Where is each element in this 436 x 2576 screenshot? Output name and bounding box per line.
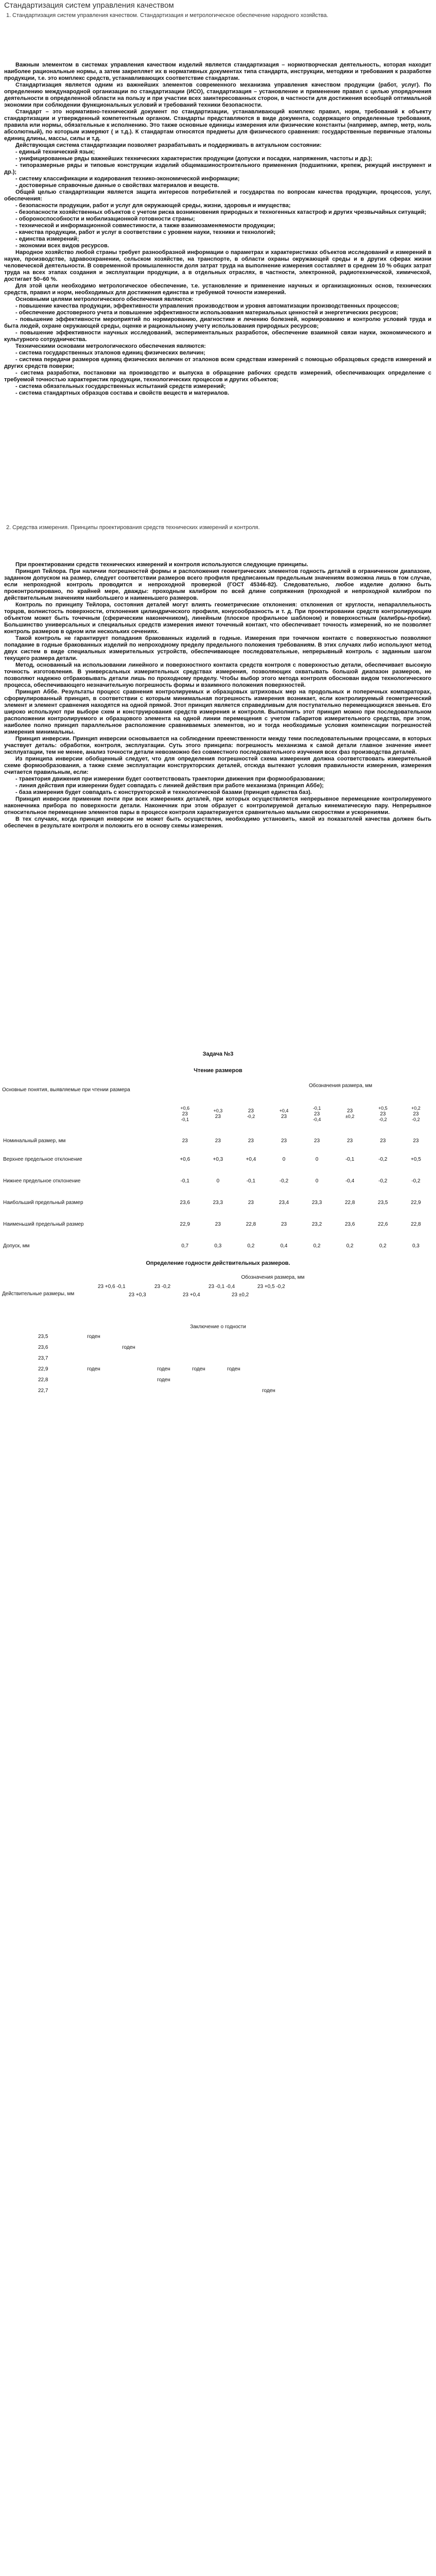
fitness-notation: 23 ±0,2: [232, 1292, 249, 1298]
table-cell: -0,1: [345, 1156, 355, 1162]
principles-paragraph: Принцип Аббе. Результаты процесс сравнения контролируемых и образцовых штриховых мер на продольных и поперечных компараторах, сформулированный принцип, в соответствии с которым минимальная погрешность измерения возникает, если контролируемый геометрический элемент и элемент сравнения находятся на одной прямой. Этот принцип является справедливым для поступательно перемещающихся звеньев. Его широко используют при выборе схем и конструирования средств измерения и контроля. Выполнить этот принцип можно при последовательном расположении контролируемого и образцового элемента на одной линии перемещения с учетом габаритов измерительного средства, при этом, наиболее полно принцип параллельное расположение сравниваемых элементов, но и тогда необходимые условия компенсации погрешностей измерения минимальны.: [4, 689, 431, 735]
table-cell: -0,1: [246, 1178, 256, 1184]
table-cell: 22,8: [344, 1199, 355, 1206]
row-label: Нижнее предельное отклонение: [3, 1178, 81, 1184]
conclusion-cell: [76, 1353, 111, 1364]
table-row: [36, 1385, 321, 1396]
standardization-paragraph: - унифицированные ряды важнейших технических характеристик продукции (допуски и посадки, напряжения, частоты и др.);: [15, 156, 373, 162]
conclusion-cell: годен: [157, 1366, 170, 1372]
table-cell: 22,8: [411, 1221, 421, 1227]
list-item-number: 1.: [6, 12, 11, 19]
conclusion-cell: годен: [227, 1366, 240, 1372]
table-cell: 0,7: [181, 1243, 189, 1249]
conclusion-cell: [216, 1385, 251, 1396]
size-notation: [280, 1108, 289, 1120]
standardization-paragraph: - типоразмерные ряды и типовые конструкции изделий общемашиностроительного применения (подшипники, крепеж, режущий инструмент и др.);: [4, 162, 431, 175]
standardization-paragraph: - система государственных эталонов единиц физических величин;: [15, 350, 205, 356]
standardization-paragraph: Важным элементом в системах управления качеством изделий является стандартизация – нормотворческая деятельность, которая находит наиболее рациональные нормы, а затем закрепляет их в нормативных документах типа стандарта, инструкции, методики и требования к разработке продукции, т.е. это комплекс средств, устанавливающих соответствие стандартам.: [4, 62, 431, 81]
notation-base: 23: [248, 1108, 254, 1114]
conclusion-cell: [251, 1375, 286, 1385]
table-cell: 23: [281, 1221, 287, 1227]
actual-size: 23,5: [38, 1334, 48, 1340]
principles-paragraph: - линия действия при измерении будет совпадать с линией действия при работе механизма (принцип Аббе);: [15, 783, 324, 789]
size-notation: [247, 1108, 255, 1120]
notation-base: 23: [281, 1114, 287, 1120]
table-cell: 23,5: [378, 1199, 388, 1206]
actual-size: 22,8: [38, 1377, 48, 1383]
standardization-paragraph: - повышение эффективности научных исследований, экспериментальных разработок, обеспечение взаимной связи науки, экономического и культурного сотрудничества.: [4, 330, 431, 343]
table-cell: -0,2: [378, 1156, 388, 1162]
conclusion-cell: [111, 1364, 146, 1375]
standardization-paragraph: Общей целью стандартизации является защита интересов потребителей и государства по вопросам качества продукции, процессов, услуг, обеспечения:: [4, 189, 431, 202]
table-cell: -0,2: [411, 1178, 421, 1184]
standardization-paragraph: - система разработки, постановки на производство и выпуска в обращение рабочих средств измерений, обеспечивающих определение с требуемой точностью характеристик продукции, технологических процессов и других объектов;: [4, 370, 431, 383]
principles-paragraph: При проектировании средств технических измерений и контроля используются следующие принципы.: [15, 562, 308, 568]
table-cell: 0,2: [313, 1243, 321, 1249]
list-item-number: 2.: [6, 524, 11, 531]
section-standardization-text: [4, 62, 431, 397]
table-cell: 0: [216, 1178, 220, 1184]
task-title: Задача №3: [202, 1051, 234, 1057]
fitness-notation: 23 +0,4: [183, 1292, 200, 1298]
standardization-paragraph: - технической и информационной совместимости, а также взаимозаменяемости продукции;: [15, 223, 275, 229]
standardization-paragraph: - безопасности продукции, работ и услуг для окружающей среды, жизни, здоровья и имущества;: [15, 202, 291, 209]
conclusion-cell: [181, 1331, 216, 1342]
table-row: [2, 1235, 432, 1257]
notation-lower: -0,1: [181, 1116, 189, 1122]
conclusion-cell: [146, 1342, 181, 1353]
fitness-notation: 23 +0,6 -0,1: [98, 1284, 126, 1290]
conclusion-cell: [251, 1364, 286, 1375]
conclusion-cell: [286, 1331, 321, 1342]
size-notation: [180, 1106, 189, 1123]
principles-paragraph: - база измерения будет совпадать с конструкторской и технологической базами (принцип единства баз).: [15, 789, 312, 795]
conclusion-cell: [146, 1385, 181, 1396]
table-cell: 23: [380, 1138, 386, 1144]
conclusion-cell: [76, 1385, 111, 1396]
row-label: Верхнее предельное отклонение: [3, 1156, 82, 1162]
standardization-paragraph: Стандартизация является одним из важнейших элементов современного механизма управления качеством продукции (работ, услуг). По определению международной организации по стандартизации (ИСО), стандартизация – установление и применение правил с целью упорядочения деятельности в определенной области на пользу и при участии всех заинтересованных сторон, в частности для достижения всеобщей оптимальной экономии при соблюдении функциональных условий и требований техники безопасности.: [4, 82, 431, 108]
table-cell: 23: [182, 1138, 188, 1144]
table-cell: 22,9: [411, 1199, 421, 1206]
table-cell: 23,4: [278, 1199, 289, 1206]
standardization-paragraph: - единства измерений;: [15, 236, 79, 242]
table-cell: 0,2: [379, 1243, 387, 1249]
conclusion-cell: [111, 1385, 146, 1396]
standardization-paragraph: - экономии всех видов ресурсов.: [15, 243, 109, 249]
size-notation: [378, 1106, 388, 1123]
conclusion-cell: [76, 1375, 111, 1385]
conclusion-cell: [146, 1331, 181, 1342]
conclusion-cell: годен: [87, 1366, 100, 1372]
table-cell: 23: [347, 1138, 353, 1144]
standardization-paragraph: - обороноспособности и мобилизационной готовности страны;: [15, 216, 195, 222]
standardization-paragraph: - система стандартных образцов состава и свойств веществ и материалов.: [15, 390, 230, 396]
table-cell: 23: [413, 1138, 419, 1144]
row-label: Допуск, мм: [3, 1243, 30, 1249]
table-row: [36, 1375, 321, 1385]
table-cell: 22,8: [246, 1221, 256, 1227]
standardization-paragraph: - безопасности хозяйственных объектов с учетом риска возникновения природных и техногенных катастроф и других чрезвычайных ситуаций;: [15, 209, 426, 215]
table-row: [36, 1353, 321, 1364]
table-cell: 0,3: [214, 1243, 222, 1249]
fitness-title: Определение годности действительных размеров.: [146, 1260, 290, 1266]
table-cell: 23: [281, 1138, 287, 1144]
conclusion-cell: [286, 1375, 321, 1385]
conclusion-cell: [111, 1331, 146, 1342]
conclusion-cell: [286, 1353, 321, 1364]
notation-upper: +0,5: [378, 1105, 388, 1111]
principles-paragraph: Контроль по принципу Тейлора, состояния деталей могут влиять геометрические отклонения: отклонения от круглости, непараллельность торцов, волнистость поверхности, отклонения цилиндрического профиля, конусообразность и т. д. При проектировании средств контролирующим объектом может быть точечным (сферическим наконечником), линейным (плоское профильное шаблоном) и поверхностным (калибры-пробки). Большинство универсальных и специальных средств измерения имеют точечный контакт, что обеспечивает точность измерений, но не позволяет контроль размеров в одном или нескольких сечениях.: [4, 602, 431, 635]
notation-lower: -0,2: [412, 1116, 420, 1122]
conclusion-cell: [216, 1331, 251, 1342]
standardization-paragraph: - повышение качества продукции, эффективности управления производством и уровня автоматизации производственных процессов;: [15, 303, 399, 309]
conclusion-table: [36, 1331, 321, 1396]
table-row: [2, 1213, 432, 1235]
standardization-paragraph: Действующая система стандартизации позволяет разрабатывать и поддерживать в актуальном состоянии:: [15, 142, 322, 148]
standardization-paragraph: - система обязательных государственных испытаний средств измерений;: [15, 383, 226, 389]
list-item-2: [6, 524, 432, 531]
conclusion-cell: [111, 1353, 146, 1364]
notation-upper: +0,6: [180, 1105, 190, 1111]
size-notation: [313, 1106, 321, 1123]
conclusion-cell: [216, 1342, 251, 1353]
table-cell: 23,6: [344, 1221, 355, 1227]
conclusion-cell: годен: [157, 1377, 170, 1383]
notation-base: 23: [215, 1114, 221, 1120]
row-label: Номинальный размер, мм: [3, 1138, 66, 1144]
principles-paragraph: Такой контроль не гарантирует попадания бракованных изделий в годные. Измерения при точечном контакте с поверхностью позволяют попадание в годные бракованных изделий по непроходному пределу предельного положения требованиям. В этих случаях либо используют метод двух систем в виде специальных измерительных устройств, обеспечивающее последовательные, непрерывный контроль с заданным шагом текущего размера детали.: [4, 635, 431, 662]
standardization-paragraph: - достоверные справочные данные о свойствах материалов и веществ.: [15, 182, 219, 189]
table-cell: -0,2: [279, 1178, 289, 1184]
table-cell: 22,9: [180, 1221, 190, 1227]
row-label: Наименьший предельный размер: [3, 1221, 84, 1227]
standardization-paragraph: Для этой цели необходимо метрологическое обеспечение, т.е. установление и применение научных и организационных основ, технических средств, правил и норм, необходимых для достижения единства и требуемой точности измерений.: [4, 283, 431, 296]
actual-size: 23,6: [38, 1345, 48, 1350]
conclusion-cell: [181, 1353, 216, 1364]
principles-paragraph: Метод, основанный на использовании линейного и поверхностного контакта средств контроля с поверхностью детали, обеспечивает высокую точность изготовления. В универсальных измерительных средствах измерения, позволяющих охватывать большой диапазон размеров, не позволяют надежно отбраковывать детали лишь по проходному пределу. Чтобы выбор этого метода контроля обоснован видом технологического процесса, обеспечивающего незначительную погрешность формы и взаимного положения поверхностей.: [4, 662, 431, 688]
table-cell: 0,2: [346, 1243, 354, 1249]
table-cell: -0,4: [345, 1178, 355, 1184]
standardization-paragraph: - система передачи размеров единиц физических величин от эталонов всем средствам измерений с помощью образцовых средств измерений и других средств поверки;: [4, 357, 431, 369]
list-item-1: [6, 12, 432, 19]
notation-upper: +0,2: [411, 1105, 421, 1111]
notation-row: [2, 1095, 432, 1133]
table-cell: 0: [315, 1156, 319, 1162]
fitness-notation: 23 -0,1 -0,4: [208, 1284, 235, 1290]
standardization-paragraph: Народное хозяйство любой страны требует разнообразной информации о параметрах и характеристиках объектов исследований и измерений в науке, производстве, здравоохранении, сельском хозяйстве, на транспорте, в области охраны окружающей среды и в других сферах жизни человеческой деятельности. В современной промышленности доля затрат труда на выполнение измерения составляет в среднем 10 % общих затрат труда на всех этапах создания и эксплуатации продукции, а в отдельных отраслях, в частности, электронной, радиотехнической, химической, достигает 50–60 %.: [4, 249, 431, 282]
table-cell: 23,6: [180, 1199, 190, 1206]
fitness-notation: 23 -0,2: [154, 1284, 171, 1290]
conclusion-cell: [181, 1342, 216, 1353]
table-cell: 23,3: [311, 1199, 322, 1206]
conclusion-cell: годен: [122, 1345, 135, 1350]
task-subtitle: Чтение размеров: [194, 1067, 242, 1074]
conclusion-cell: [286, 1385, 321, 1396]
actual-size: 22,7: [38, 1388, 48, 1394]
principles-paragraph: Принцип инверсии применим почти при всех измерениях деталей, при которых осуществляется непрерывное перемещение контролируемого наконечника прибора по поверхности детали. Наконечник при этом образует с контролируемой деталью кинематическую пару. Непрерывное относительное перемещение элементов пары в процессе контроля характеризуется сравнительно малыми скоростями и ускорениями.: [4, 796, 431, 816]
table-cell: -0,1: [180, 1178, 189, 1184]
list-item-text: Средства измерения. Принципы проектирования средств технических измерений и контроля.: [12, 524, 260, 531]
conclusion-cell: [146, 1353, 181, 1364]
standardization-paragraph: - обеспечение достоверного учета и повышение эффективности использования материальных ценностей и энергетических ресурсов;: [15, 310, 398, 316]
table-cell: 23: [314, 1138, 320, 1144]
table-row: [2, 1170, 432, 1192]
notation-lower: ±0,2: [345, 1114, 355, 1119]
conclusion-cell: годен: [87, 1334, 100, 1340]
conclusion-cell: [286, 1342, 321, 1353]
table-cell: 0: [315, 1178, 319, 1184]
conclusion-cell: [286, 1364, 321, 1375]
table-cell: -0,2: [378, 1178, 388, 1184]
table-row: [36, 1331, 321, 1342]
notation-base: 23: [380, 1111, 386, 1117]
actual-size: 22,9: [38, 1366, 48, 1372]
standardization-paragraph: - качества продукции, работ и услуг в соответствии с уровнем науки, техники и технологий;: [15, 229, 276, 235]
standardization-paragraph: Стандарт – это нормативно-технический документ по стандартизации, устанавливающий комплекс правил, норм, требований к объекту стандартизации и утвержденный компетентным органом. Стандарты представляются в виде документа, содержащего определенные требования, правила или нормы, обязательные к исполнению. Это также основные единицы измерения или физические константы (например, ампер, метр, ноль абсолютный), по которым измеряют ( и т.д.). К стандартам относятся предметы для физического сравнения: государственные первичные эталоны единиц длины, массы, силы и т.д.: [4, 109, 431, 142]
notation-base: 23: [347, 1108, 353, 1114]
standardization-paragraph: - повышение эффективности мероприятий по нормированию, диагностике и лечению болезней, нормированию и контролю условий труда и быта людей, охране окружающей среды, оценке и рациональному учету использования природных ресурсов;: [4, 316, 431, 329]
conclusion-cell: [251, 1353, 286, 1364]
conclusion-cell: [181, 1385, 216, 1396]
table-cell: 22,6: [378, 1221, 388, 1227]
notation-base: 23: [413, 1111, 419, 1117]
principles-paragraph: Из принципа инверсии обобщенный следует, что для определения погрешностей схема измерения должна соответствовать измерительной схеме формообразования, а также схеме эксплуатации конструкторских деталей, отсюда вытекают условия правильности измерения, измерения считается правильным, если:: [4, 756, 431, 775]
table-row: [2, 1148, 432, 1170]
conclusion-cell: [76, 1342, 111, 1353]
table-row: [36, 1342, 321, 1353]
standardization-paragraph: Техническими основами метрологического обеспечения являются:: [15, 343, 206, 349]
table-cell: 23: [248, 1138, 254, 1144]
size-notation: [345, 1108, 354, 1120]
list-item-text: Стандартизация систем управления качеством. Стандартизация и метрологическое обеспечение народного хозяйства.: [12, 12, 328, 19]
table-cell: +0,3: [213, 1156, 223, 1162]
table-cell: +0,6: [180, 1156, 190, 1162]
table-cell: 0,4: [280, 1243, 288, 1249]
actual-sizes-label: Действительные размеры, мм: [2, 1291, 75, 1297]
conclusion-cell: [216, 1375, 251, 1385]
standardization-paragraph: - единый технический язык;: [15, 149, 95, 155]
dims-header-right: Обозначения размера, мм: [309, 1083, 372, 1089]
size-notation: [411, 1106, 421, 1123]
conclusion-cell: [251, 1342, 286, 1353]
dimension-reading-table: [2, 1095, 432, 1257]
conclusion-title: Заключение о годности: [190, 1324, 246, 1330]
document-title: Стандартизация систем управления качеством: [4, 1, 174, 10]
table-cell: 23: [215, 1221, 221, 1227]
notation-lower: -0,4: [312, 1116, 321, 1122]
row-label: Наибольший предельный размер: [3, 1199, 83, 1206]
table-cell: 23,2: [311, 1221, 322, 1227]
table-cell: 23,3: [213, 1199, 223, 1206]
notation-upper: -0,1: [312, 1105, 321, 1111]
conclusion-cell: [251, 1331, 286, 1342]
fitness-notation: 23 +0,5 -0,2: [257, 1284, 285, 1290]
principles-paragraph: - траектория движения при измерении будет соответствовать траектории движения при формообразовании;: [15, 776, 325, 782]
conclusion-cell: [181, 1375, 216, 1385]
table-cell: 0,3: [412, 1243, 420, 1249]
notation-upper: +0,4: [279, 1108, 289, 1113]
standardization-paragraph: Основными целями метрологического обеспечения являются:: [15, 296, 194, 302]
table-cell: 0: [282, 1156, 286, 1162]
conclusion-cell: годен: [262, 1388, 275, 1394]
notation-lower: -0,2: [247, 1114, 255, 1119]
conclusion-cell: [216, 1353, 251, 1364]
table-cell: 23: [248, 1199, 254, 1206]
size-notation: [213, 1108, 222, 1120]
fitness-header-right: Обозначения размера, мм: [241, 1275, 305, 1280]
notation-upper: +0,3: [213, 1108, 223, 1113]
table-row: [36, 1364, 321, 1375]
table-row: [2, 1133, 432, 1148]
table-cell: 23: [215, 1138, 221, 1144]
table-cell: +0,5: [411, 1156, 421, 1162]
fitness-notation: 23 +0,3: [129, 1292, 146, 1298]
table-cell: 0,2: [247, 1243, 255, 1249]
conclusion-cell: [111, 1375, 146, 1385]
notation-lower: -0,2: [378, 1116, 387, 1122]
notation-base: 23: [314, 1111, 320, 1117]
actual-size: 23,7: [38, 1355, 48, 1361]
notation-base: 23: [182, 1111, 188, 1117]
section-measurement-principles-text: [4, 562, 431, 829]
principles-paragraph: Принцип Тейлора. При наличии погрешностей формы и расположения геометрических элементов годность деталей в ограниченном диапазоне, заданном допуском на размер, следует соответствии размеров всего профиля предписанным предельным значениям возможна лишь в том случае, если непроходной контроль проводится и непроходной проверкой (ГОСТ 45346-82). Следовательно, любое изделие должно быть проконтролировано, по крайней мере, дважды: проходным калибром по всей длине сопряжения (проходной и непроходной калибром по действительным значениям наибольшего и наименьшего размеров.: [4, 568, 431, 601]
principles-paragraph: В тех случаях, когда принцип инверсии не может быть осуществлен, необходимо установить, какой из показателей качества должен быть обеспечен в результате контроля и положить его в основу схемы измерения.: [4, 816, 431, 829]
fitness-notations: [98, 1281, 304, 1312]
table-cell: +0,4: [246, 1156, 256, 1162]
dims-header-label: Основные понятия, выявляемые при чтении размера: [2, 1087, 130, 1093]
principles-paragraph: Принцип инверсии. Принцип инверсии основывается на соблюдении преемственности между теми последовательными процессами, в которых участвует деталь: обработки, контроля, эксплуатации. Суть этого принципа: погрешность механизма к самой детали главное значение имеет эксплуатации, тем не менее, анализ точности детали невозможно без совместного последовательного изучения всех фаз производства деталей.: [4, 736, 431, 755]
table-row: [2, 1192, 432, 1213]
standardization-paragraph: - систему классификации и кодирования технико-экономической информации;: [15, 176, 240, 182]
conclusion-cell: годен: [192, 1366, 205, 1372]
